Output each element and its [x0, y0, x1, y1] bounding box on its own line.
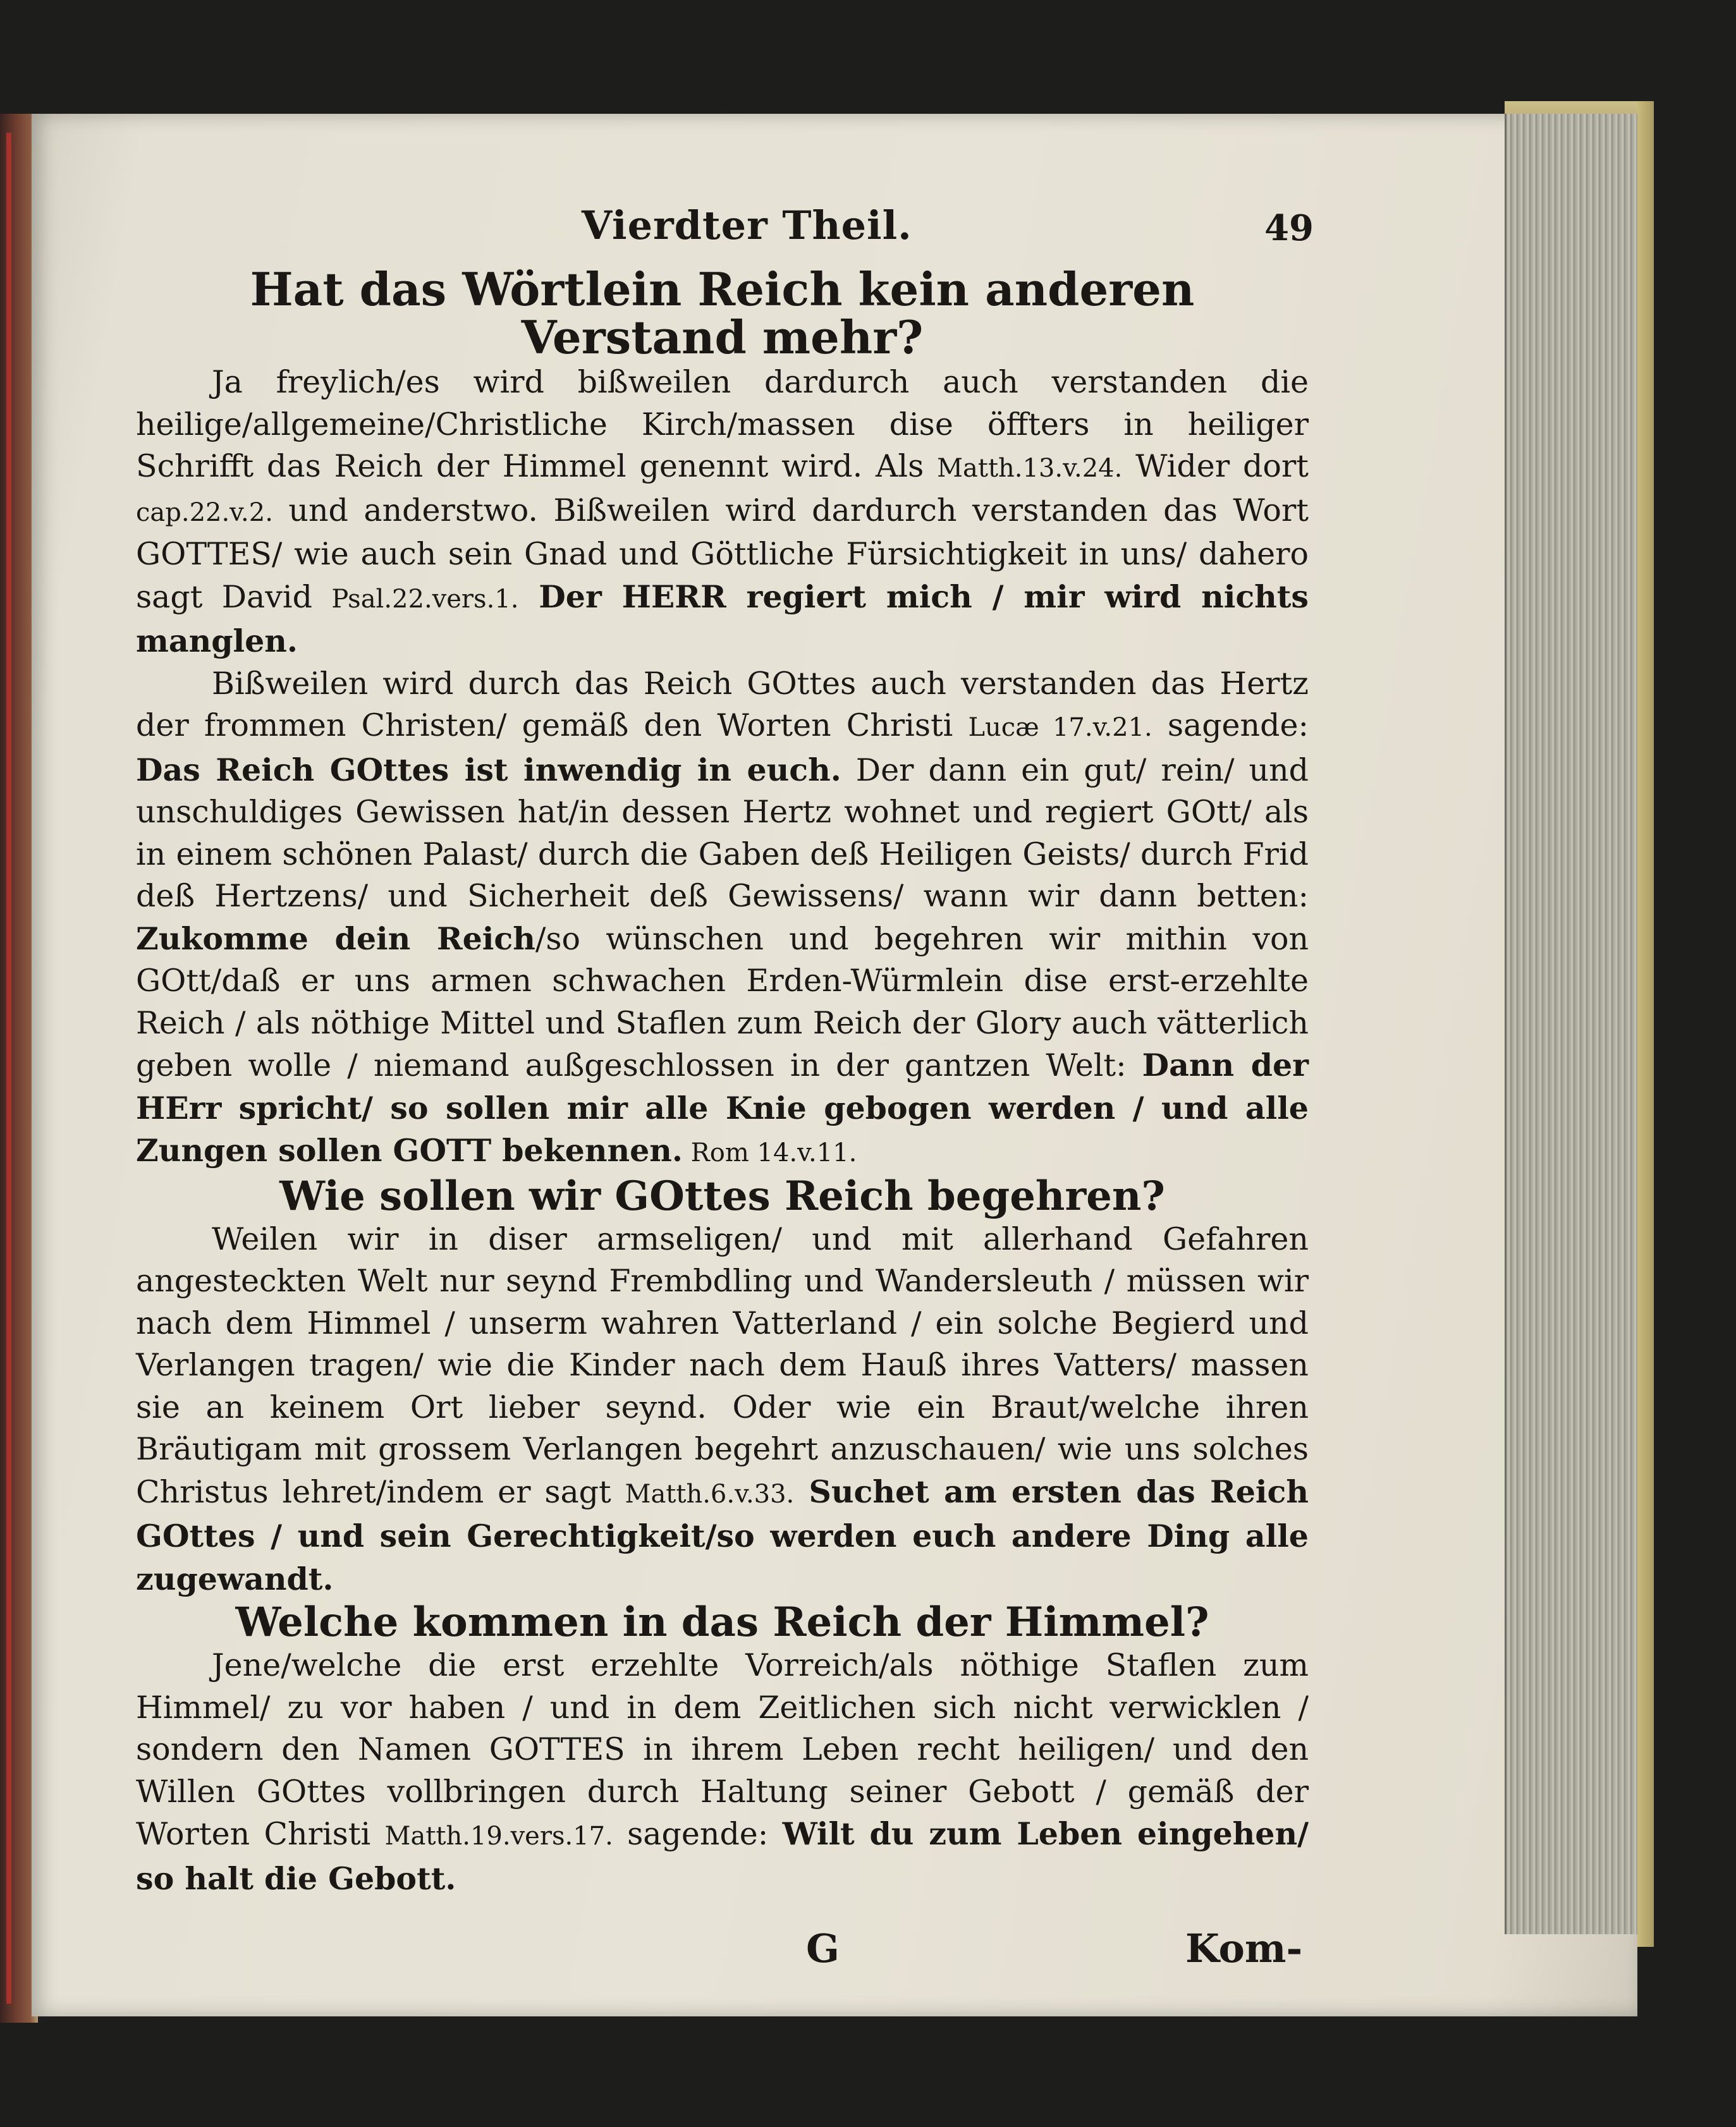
- answer-paragraph-4: [136, 1645, 1309, 1900]
- text-run: sagende:: [1152, 707, 1309, 743]
- answer-paragraph-3: [136, 1219, 1309, 1601]
- answer-paragraph-2: [136, 663, 1309, 1174]
- page-footer: [136, 1913, 1309, 1989]
- scripture-quote: Zukomme dein Reich: [136, 920, 535, 957]
- question-heading-1-line2: Verstand mehr?: [521, 310, 924, 364]
- text-run: Weilen wir in diser armseligen/ und mit allerhand Gefahren angesteckten Welt nur seynd Frembdling und Wandersleuth / müssen wir nach dem Himmel / unserm wahren Vatterland / ein solche Begierd und Verlangen tragen/ wie die Kinder nach dem Hauß ihres Vatters/ massen sie an keinem Ort lieber seynd. Oder wie ein Braut/welche ihren Bräutigam mit grossem Verlangen begehrt anzuschauen/ wie uns solches Christus lehret/indem er sagt: [136, 1221, 1309, 1510]
- answer-paragraph-1: [136, 362, 1309, 663]
- scripture-quote: Das Reich GOttes ist inwendig in euch.: [136, 751, 841, 788]
- bible-reference: Psal.22.vers.1.: [331, 584, 519, 614]
- scripture-quote: Der HERR regiert mich / mir wird nichts manglen.: [136, 578, 1309, 659]
- text-run: Wider dort: [1122, 448, 1309, 484]
- scripture-quote: Wilt du zum Leben eingehen/ so halt die Gebott.: [136, 1815, 1309, 1897]
- question-heading-1-line1: Hat das Wörtlein Reich kein anderen: [250, 262, 1195, 316]
- signature-mark: G: [806, 1925, 840, 1972]
- text-run: Bißweilen wird durch das Reich GOttes auch verstanden das Hertz der frommen Christen/ gemäß den Worten Christi: [136, 665, 1309, 743]
- text-run: Der dann ein gut/ rein/ und unschuldiges Gewissen hat/in dessen Hertz wohnet und regiert GOtt/ als in einem schönen Palast/ durch die Gaben deß Heiligen Geists/ durch Frid deß Hertzens/ und Sicherheit deß Gewissens/ wann wir dann betten:: [136, 752, 1309, 914]
- text-run: und anderstwo. Bißweilen wird dardurch verstanden das Wort GOTTES/ wie auch sein Gnad und Göttliche Fürsichtigkeit in uns/ dahero sagt David: [136, 492, 1309, 615]
- text-run: Jene/welche die erst erzehlte Vorreich/als nöthige Staflen zum Himmel/ zu vor haben / und in dem Zeitlichen sich nicht verwicklen / sondern den Namen GOTTES in ihrem Leben recht heiligen/ und den Willen GOttes vollbringen durch Haltung seiner Gebott / gemäß der Worten Christi: [136, 1647, 1309, 1852]
- book-cover-right-edge: [1637, 101, 1654, 1947]
- bible-reference: Lucæ 17.v.21.: [968, 713, 1152, 742]
- scripture-quote: Suchet am ersten das Reich GOttes / und sein Gerechtigkeit/so werden euch andere Ding alle zugewandt.: [136, 1473, 1309, 1597]
- text-run: Ja freylich/es wird bißweilen dardurch auch verstanden die heilige/allgemeine/Christliche Kirch/massen dise öffters in heiliger Schrifft das Reich der Himmel genennt wird. Als: [136, 364, 1309, 484]
- bible-reference: Matth.6.v.33.: [625, 1479, 795, 1509]
- question-heading-2: Wie sollen wir GOttes Reich begehren?: [279, 1172, 1165, 1220]
- page-text: [136, 190, 1314, 1989]
- bible-reference: cap.22.v.2.: [136, 497, 273, 527]
- catchword: Kom-: [1185, 1925, 1303, 1972]
- running-head-title: Vierdter Theil.: [582, 202, 912, 248]
- bible-reference: Matth.13.v.24.: [937, 454, 1123, 483]
- question-heading-3: Welche kommen in das Reich der Himmel?: [235, 1599, 1209, 1646]
- bible-reference: Rom 14.v.11.: [682, 1138, 857, 1167]
- page-fore-edge: [1505, 114, 1639, 1934]
- page-number: 49: [1264, 207, 1314, 249]
- scripture-quote: Dann der HErr spricht/ so sollen mir alle Knie gebogen werden / und alle Zungen sollen GOTT bekennen.: [136, 1047, 1309, 1169]
- bible-reference: Matth.19.vers.17.: [384, 1822, 613, 1851]
- text-run: /so wünschen und begehren wir mithin von GOtt/daß er uns armen schwachen Erden-Würmlein dise erst-erzehlte Reich / als nöthige Mittel und Staflen zum Reich der Glory auch vätterlich geben wolle / niemand außgeschlossen in der gantzen Welt:: [136, 920, 1309, 1083]
- question-heading-1: [136, 262, 1309, 364]
- running-head: [136, 190, 1314, 265]
- text-run: sagende:: [613, 1816, 783, 1852]
